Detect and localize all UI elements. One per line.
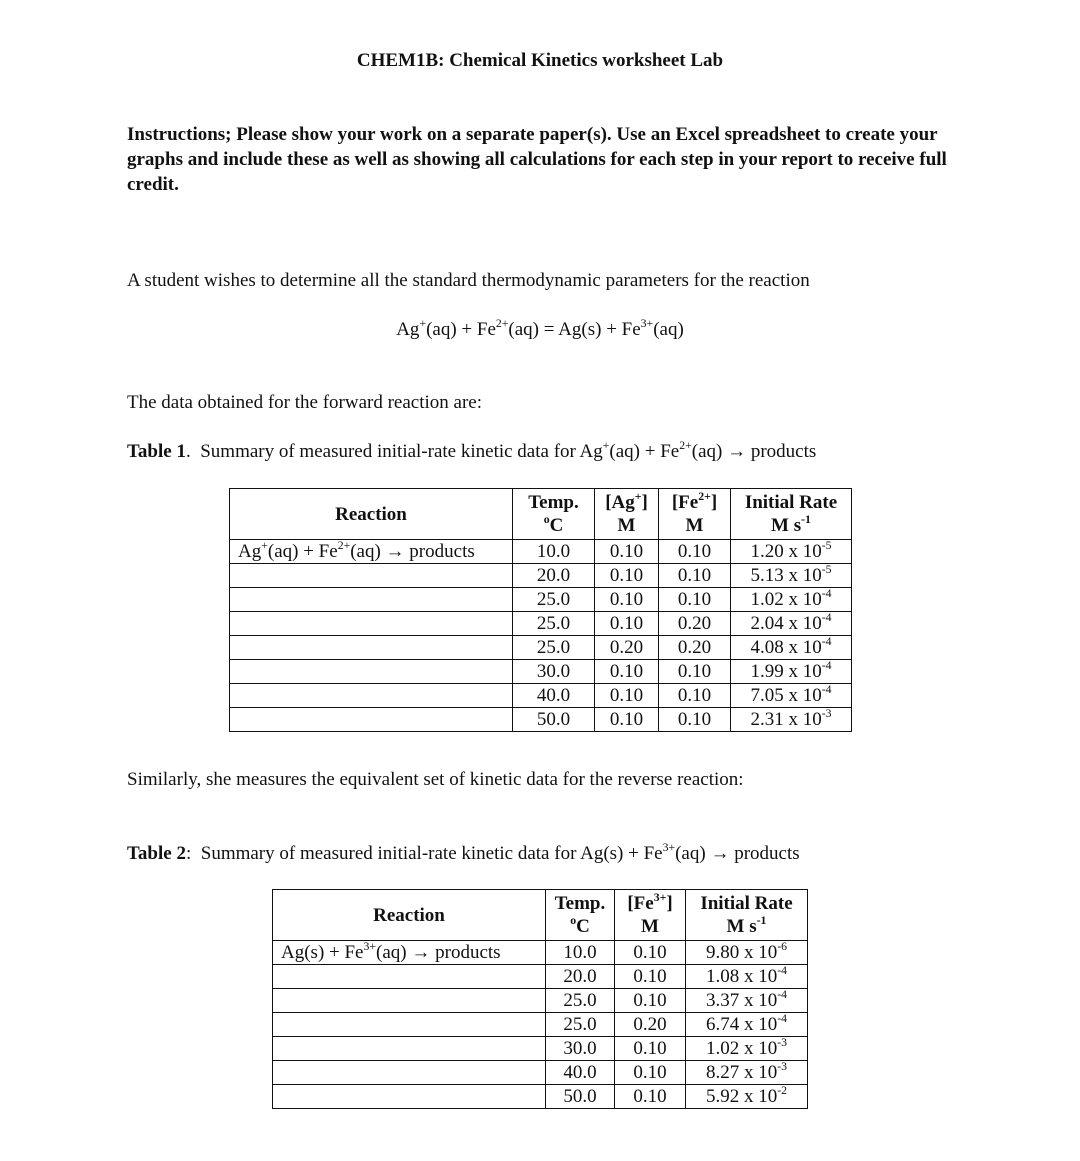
- temp-cell: 10.0: [513, 540, 595, 564]
- header-charge: 3+: [653, 891, 667, 905]
- ag-conc-cell: 0.10: [595, 660, 659, 684]
- caption-text: (aq) + Fe: [609, 441, 680, 462]
- reaction-charge: +: [261, 538, 268, 552]
- table-row: [273, 941, 808, 965]
- rate-mantissa: 2.04 x 10: [750, 612, 822, 634]
- table-row: [273, 965, 808, 989]
- rate-mantissa: 5.13 x 10: [750, 564, 822, 586]
- reaction-text: Ag: [238, 540, 262, 562]
- reaction-cell: [230, 708, 513, 732]
- rate-exponent: -4: [821, 610, 832, 624]
- temp-cell: 10.0: [546, 941, 615, 965]
- table-row: [273, 1037, 808, 1061]
- rate-exponent: -2: [777, 1083, 788, 1097]
- header-temp-unit: C: [576, 916, 590, 937]
- header-label: [Fe: [671, 492, 699, 513]
- rate-mantissa: 1.08 x 10: [705, 965, 778, 987]
- header-unit: M: [685, 515, 704, 536]
- fe-conc-cell: 0.10: [659, 684, 731, 708]
- reaction-cell: [273, 1085, 546, 1109]
- reaction-cell: [273, 989, 546, 1013]
- header-temp: [513, 489, 595, 540]
- ag-conc-cell: 0.10: [595, 612, 659, 636]
- rate-mantissa: 6.74 x 10: [705, 1013, 778, 1035]
- rate-mantissa: 8.27 x 10: [705, 1061, 778, 1083]
- intro-paragraph: A student wishes to determine all the standard thermodynamic parameters for the reaction: [127, 270, 810, 291]
- table-row: [230, 660, 852, 684]
- temp-cell: 50.0: [513, 708, 595, 732]
- reaction-cell: [273, 1061, 546, 1085]
- table1-forward-kinetics: [229, 488, 852, 732]
- header-temp-unit: C: [549, 515, 564, 536]
- initial-rate-cell: [686, 989, 808, 1013]
- ag-conc-cell: 0.10: [595, 540, 659, 564]
- temp-cell: 25.0: [513, 636, 595, 660]
- fe-conc-cell: 0.10: [659, 660, 731, 684]
- rate-mantissa: 1.99 x 10: [750, 660, 822, 682]
- fe-conc-cell: 0.10: [615, 989, 686, 1013]
- table1-caption: [127, 440, 816, 464]
- header-charge: 2+: [698, 490, 711, 504]
- table-row: [230, 540, 852, 564]
- reaction-cell: [230, 588, 513, 612]
- temp-cell: 30.0: [513, 660, 595, 684]
- header-ag-conc: [595, 489, 659, 540]
- table2-caption: [127, 842, 800, 866]
- table2-reverse-kinetics: [272, 889, 808, 1109]
- rate-exponent: -3: [777, 1035, 788, 1049]
- temp-cell: 25.0: [513, 588, 595, 612]
- rate-exponent: -5: [821, 562, 832, 576]
- initial-rate-cell: [686, 1085, 808, 1109]
- header-exponent: -1: [801, 513, 811, 527]
- table-row: [273, 989, 808, 1013]
- ag-conc-cell: 0.10: [595, 708, 659, 732]
- fe-conc-cell: 0.20: [615, 1013, 686, 1037]
- caption-text: (aq) → products: [675, 843, 800, 864]
- reaction-cell: [273, 965, 546, 989]
- initial-rate-cell: [731, 612, 852, 636]
- initial-rate-cell: [731, 684, 852, 708]
- initial-rate-cell: [731, 564, 852, 588]
- initial-rate-cell: [731, 636, 852, 660]
- rate-mantissa: 4.08 x 10: [750, 636, 822, 658]
- rate-mantissa: 7.05 x 10: [750, 684, 822, 706]
- table-row: [230, 612, 852, 636]
- fe-conc-cell: 0.10: [659, 708, 731, 732]
- eq-charge: +: [419, 317, 427, 331]
- header-reaction: Reaction: [273, 890, 546, 941]
- initial-rate-cell: [686, 1013, 808, 1037]
- eq-charge: 3+: [640, 317, 654, 331]
- document-title: CHEM1B: Chemical Kinetics worksheet Lab: [356, 50, 724, 71]
- header-unit: M: [641, 916, 659, 937]
- reaction-text: (aq) → products: [350, 540, 475, 562]
- table-row: [230, 564, 852, 588]
- eq-part: Ag: [396, 319, 420, 340]
- ag-conc-cell: 0.10: [595, 684, 659, 708]
- instructions-text: Instructions; Please show your work on a separate paper(s). Use an Excel spreadsheet to create your graphs and include these as well as showing all calculations for each step in your report to receive full credit.: [127, 124, 947, 195]
- rate-exponent: -4: [821, 658, 832, 672]
- rate-mantissa: 9.80 x 10: [705, 941, 778, 963]
- reaction-text: (aq) → products: [376, 941, 501, 963]
- header-temp-label: Temp.: [554, 893, 606, 914]
- reaction-cell: [230, 612, 513, 636]
- eq-charge: 2+: [495, 317, 509, 331]
- temp-cell: 25.0: [546, 989, 615, 1013]
- fe-conc-cell: 0.20: [659, 636, 731, 660]
- rate-exponent: -5: [821, 538, 832, 552]
- fe-conc-cell: 0.10: [615, 941, 686, 965]
- table2-caption-label: Table 2: [127, 843, 186, 864]
- reaction-cell: [230, 636, 513, 660]
- rate-mantissa: 1.20 x 10: [750, 540, 822, 562]
- table-row: [273, 1013, 808, 1037]
- rate-exponent: -4: [777, 1011, 788, 1025]
- fe-conc-cell: 0.10: [659, 564, 731, 588]
- reaction-cell: [230, 564, 513, 588]
- header-label: ]: [666, 893, 673, 914]
- caption-text: (aq) → products: [691, 441, 817, 462]
- table2-header-row: [273, 890, 808, 941]
- header-label: ]: [641, 492, 648, 513]
- initial-rate-cell: [686, 965, 808, 989]
- header-label: [Fe: [627, 893, 654, 914]
- table1-header-row: [230, 489, 852, 540]
- reaction-text: (aq) + Fe: [267, 540, 338, 562]
- reaction-charge: 3+: [363, 939, 377, 953]
- forward-intro: The data obtained for the forward reaction are:: [127, 392, 483, 413]
- initial-rate-cell: [731, 660, 852, 684]
- reaction-cell: [230, 684, 513, 708]
- header-unit: M s: [726, 916, 757, 937]
- table-row: [273, 1085, 808, 1109]
- fe-conc-cell: 0.10: [615, 1061, 686, 1085]
- initial-rate-cell: [731, 588, 852, 612]
- header-exponent: -1: [756, 914, 767, 928]
- rate-exponent: -3: [777, 1059, 788, 1073]
- table-row: [230, 588, 852, 612]
- caption-sep: .: [185, 441, 191, 462]
- caption-charge: 2+: [679, 439, 692, 453]
- fe-conc-cell: 0.10: [659, 540, 731, 564]
- ag-conc-cell: 0.10: [595, 588, 659, 612]
- rate-mantissa: 1.02 x 10: [750, 588, 822, 610]
- table-row: [273, 1061, 808, 1085]
- reverse-intro: Similarly, she measures the equivalent set of kinetic data for the reverse reaction:: [127, 769, 744, 790]
- initial-rate-cell: [686, 1061, 808, 1085]
- rate-exponent: -4: [821, 634, 832, 648]
- rate-mantissa: 1.02 x 10: [705, 1037, 778, 1059]
- rate-mantissa: 3.37 x 10: [705, 989, 778, 1011]
- fe-conc-cell: 0.10: [615, 965, 686, 989]
- table1-caption-label: Table 1: [127, 441, 186, 462]
- eq-part: (aq) = Ag(s) + Fe: [508, 319, 641, 340]
- caption-charge: 3+: [662, 841, 676, 855]
- reaction-text: Ag(s) + Fe: [281, 941, 364, 963]
- header-charge: +: [634, 490, 642, 504]
- header-label: Initial Rate: [744, 492, 838, 513]
- initial-rate-cell: [686, 1037, 808, 1061]
- initial-rate-cell: [686, 941, 808, 965]
- table-row: [230, 684, 852, 708]
- rate-mantissa: 2.31 x 10: [750, 708, 822, 730]
- temp-cell: 40.0: [546, 1061, 615, 1085]
- header-temp-label: Temp.: [528, 492, 579, 513]
- header-label: ]: [710, 492, 718, 513]
- temp-cell: 20.0: [546, 965, 615, 989]
- fe-conc-cell: 0.10: [615, 1085, 686, 1109]
- reaction-cell: [273, 1013, 546, 1037]
- caption-text: Summary of measured initial-rate kinetic data for Ag: [190, 441, 603, 462]
- header-fe-conc: [615, 890, 686, 941]
- temp-cell: 20.0: [513, 564, 595, 588]
- rate-exponent: -4: [777, 963, 788, 977]
- fe-conc-cell: 0.10: [659, 588, 731, 612]
- rate-exponent: -6: [777, 939, 788, 953]
- header-label: [Ag: [605, 492, 635, 513]
- fe-conc-cell: 0.10: [615, 1037, 686, 1061]
- table-row: [230, 636, 852, 660]
- rate-exponent: -4: [821, 586, 832, 600]
- caption-text: Summary of measured initial-rate kinetic data for Ag(s) + Fe: [191, 843, 663, 864]
- header-temp: [546, 890, 615, 941]
- caption-sep: :: [185, 843, 192, 864]
- header-initial-rate: [731, 489, 852, 540]
- reaction-cell: [230, 540, 513, 564]
- table-row: [230, 708, 852, 732]
- temp-cell: 50.0: [546, 1085, 615, 1109]
- temp-cell: 25.0: [513, 612, 595, 636]
- initial-rate-cell: [731, 708, 852, 732]
- temp-cell: 25.0: [546, 1013, 615, 1037]
- reaction-equation: [0, 318, 1080, 342]
- reaction-cell: [273, 1037, 546, 1061]
- rate-mantissa: 5.92 x 10: [705, 1085, 778, 1107]
- reaction-cell: [273, 941, 546, 965]
- header-initial-rate: [686, 890, 808, 941]
- reaction-cell: [230, 660, 513, 684]
- header-fe-conc: [659, 489, 731, 540]
- caption-charge: +: [602, 439, 610, 453]
- fe-conc-cell: 0.20: [659, 612, 731, 636]
- reaction-charge: 2+: [337, 538, 351, 552]
- rate-exponent: -4: [821, 682, 832, 696]
- header-unit: M: [617, 515, 636, 536]
- ag-conc-cell: 0.10: [595, 564, 659, 588]
- degree-symbol: o: [570, 914, 577, 928]
- eq-part: (aq) + Fe: [426, 319, 496, 340]
- initial-rate-cell: [731, 540, 852, 564]
- header-unit: M s: [771, 515, 802, 536]
- header-label: Initial Rate: [700, 893, 793, 914]
- rate-exponent: -3: [821, 706, 832, 720]
- eq-part: (aq): [653, 319, 684, 340]
- temp-cell: 40.0: [513, 684, 595, 708]
- header-reaction: Reaction: [230, 489, 513, 540]
- degree-symbol: o: [543, 513, 550, 527]
- ag-conc-cell: 0.20: [595, 636, 659, 660]
- temp-cell: 30.0: [546, 1037, 615, 1061]
- rate-exponent: -4: [777, 987, 788, 1001]
